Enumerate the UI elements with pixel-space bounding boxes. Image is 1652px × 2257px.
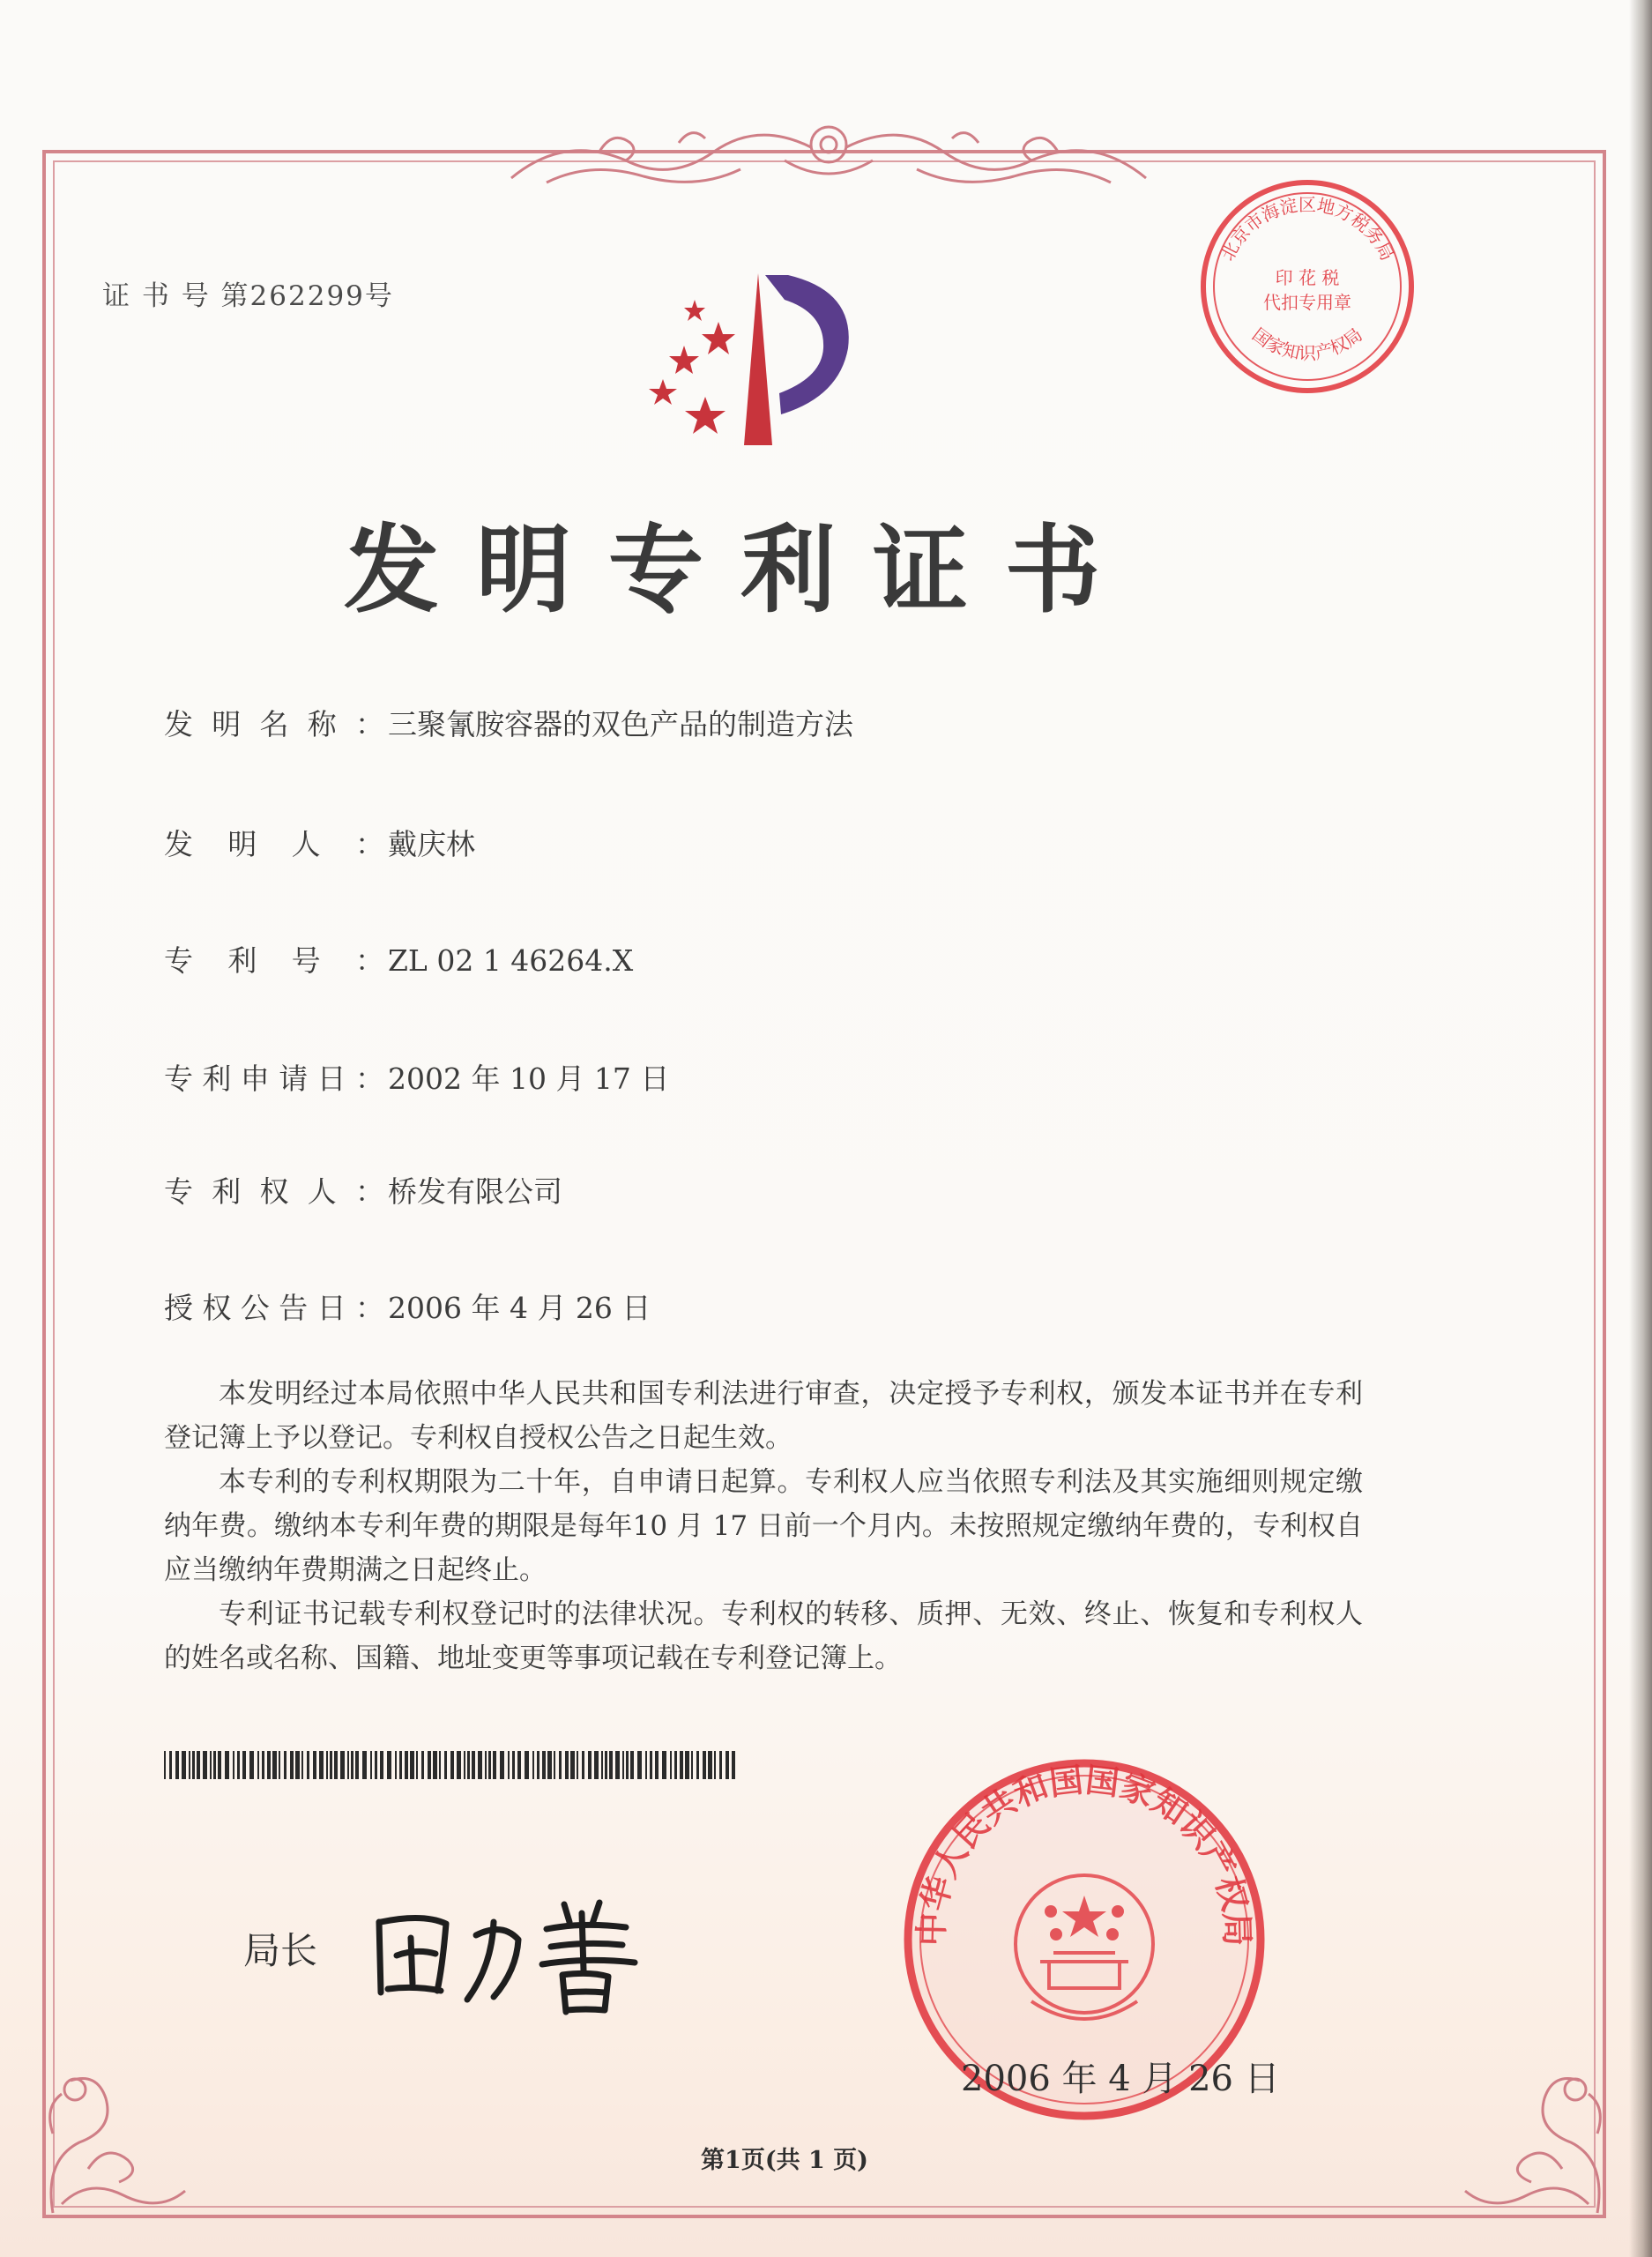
field-inventor bbox=[164, 822, 475, 863]
svg-text:中华人民共和国国家知识产权局: 中华人民共和国国家知识产权局 bbox=[912, 1760, 1257, 1947]
field-grant-date bbox=[164, 1285, 651, 1327]
certificate-body-text bbox=[164, 1372, 1363, 1680]
field-invention-name bbox=[164, 702, 853, 743]
field-patentee bbox=[164, 1169, 562, 1210]
patent-office-logo bbox=[617, 264, 882, 458]
field-label: 专利权人： bbox=[164, 1174, 384, 1209]
corner-ornament-right bbox=[1439, 2028, 1615, 2222]
director-signature bbox=[361, 1887, 679, 2019]
svg-text:国家知识产权局: 国家知识产权局 bbox=[1248, 324, 1366, 364]
top-ornament bbox=[494, 99, 1164, 196]
field-value: 2002 年 10 月 17 日 bbox=[388, 1061, 670, 1096]
field-value: ZL 02 1 46264.X bbox=[388, 943, 634, 978]
field-label: 发明人： bbox=[164, 827, 384, 861]
svg-text:代扣专用章: 代扣专用章 bbox=[1263, 292, 1351, 313]
field-patent-number bbox=[164, 938, 633, 980]
tax-stamp-seal bbox=[1197, 176, 1418, 397]
field-value: 桥发有限公司 bbox=[388, 1174, 562, 1209]
certificate-title: 发明专利证书 bbox=[343, 515, 1137, 626]
field-value: 三聚氰胺容器的双色产品的制造方法 bbox=[388, 707, 853, 741]
field-value: 戴庆林 bbox=[388, 827, 475, 861]
certificate-number: 证 书 号 第262299号 bbox=[102, 280, 394, 312]
svg-text:印 花 税: 印 花 税 bbox=[1275, 267, 1340, 288]
issue-date: 2006 年 4 月 26 日 bbox=[961, 2059, 1280, 2099]
body-paragraph: 专利证书记载专利权登记时的法律状况。专利权的转移、质押、无效、终止、恢复和专利权人的姓名或名称、国籍、地址变更等事项记载在专利登记簿上。 bbox=[164, 1598, 1363, 1674]
page-footer: 第1页(共 1 页) bbox=[701, 2147, 868, 2174]
barcode bbox=[164, 1751, 737, 1779]
svg-text:北京市海淀区地方税务局: 北京市海淀区地方税务局 bbox=[1217, 193, 1398, 264]
page-edge-shadow bbox=[1629, 0, 1652, 2257]
corner-ornament-left bbox=[35, 2028, 212, 2222]
field-label: 专利号： bbox=[164, 943, 384, 978]
field-value: 2006 年 4 月 26 日 bbox=[388, 1291, 651, 1325]
body-paragraph: 本专利的专利权期限为二十年，自申请日起算。专利权人应当依照专利法及其实施细则规定缴纳年费。缴纳本专利年费的期限是每年10 月 17 日前一个月内。未按照规定缴纳年费的，专利权自应当缴纳年费期满之日起终止。 bbox=[164, 1466, 1363, 1586]
director-label: 局长 bbox=[243, 1929, 318, 1972]
field-application-date bbox=[164, 1056, 669, 1098]
field-label: 发明名称： bbox=[164, 707, 384, 741]
body-paragraph: 本发明经过本局依照中华人民共和国专利法进行审查，决定授予专利权，颁发本证书并在专利登记簿上予以登记。专利权自授权公告之日起生效。 bbox=[164, 1378, 1363, 1454]
field-label: 专利申请日： bbox=[164, 1061, 384, 1096]
field-label: 授权公告日： bbox=[164, 1291, 384, 1325]
